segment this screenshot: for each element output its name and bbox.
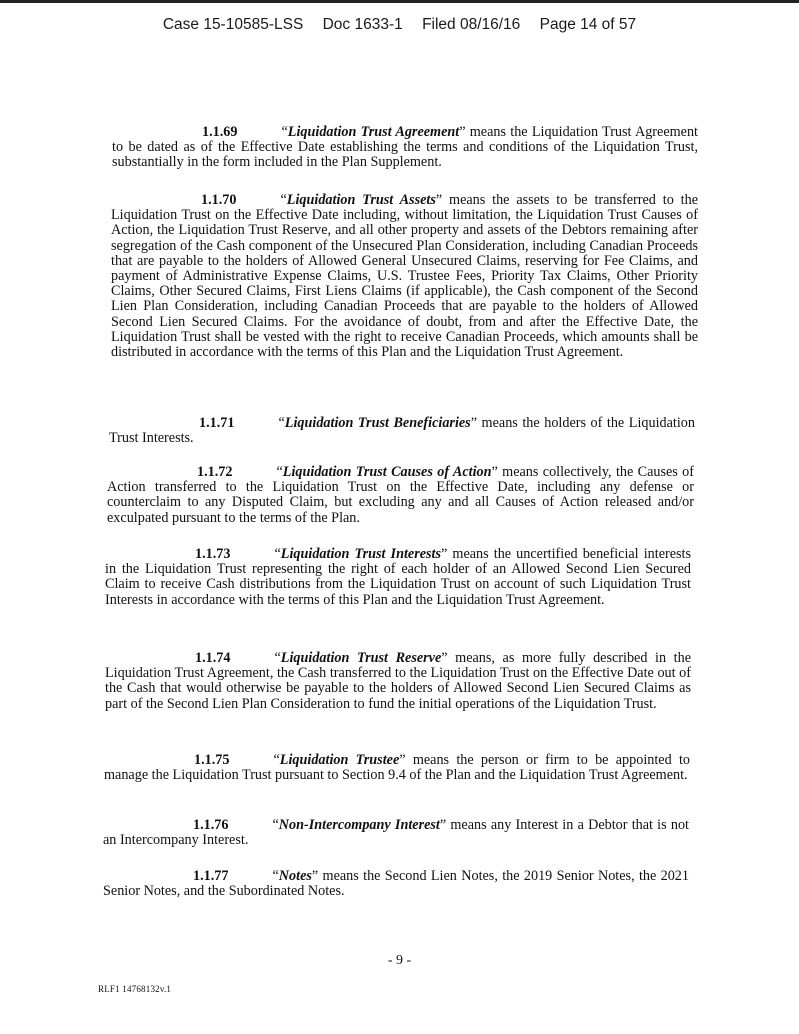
- definition-number: 1.1.76: [193, 817, 229, 833]
- definition-number: 1.1.69: [202, 124, 238, 140]
- definition-number: 1.1.75: [194, 752, 230, 768]
- definition-number: 1.1.71: [199, 415, 235, 431]
- definition-text: means collectively, the Causes of Action transferred to the Liquidation Trust on the Effective Date, including any defense or counterclaim to any Disputed Claim, but excluding any and all Causes of Action released and/or exculpated pursuant to the terms of the Plan.: [107, 464, 694, 526]
- defined-term: Liquidation Trust Beneficiaries: [284, 415, 471, 431]
- definition-text: means any Interest in a Debtor that is not an Intercompany Interest.: [103, 817, 689, 849]
- definition-1-1-76: 1.1.76 “Non-Intercompany Interest” means any Interest in a Debtor that is not an Intercompany Interest.: [103, 817, 689, 849]
- definition-1-1-74: 1.1.74 “Liquidation Trust Reserve” means, as more fully described in the Liquidation Trust Agreement, the Cash transferred to the Liquidation Trust on the Effective Date out of the Cash that would otherwise be payable to the holders of Allowed Second Lien Secured Claims as part of the Second Lien Plan Consideration to fund the initial operations of the Liquidation Trust.: [105, 650, 691, 712]
- defined-term: Liquidation Trust Agreement: [287, 124, 460, 140]
- definition-text: means the holders of the Liquidation Trust Interests.: [109, 415, 695, 447]
- definition-number: 1.1.70: [201, 192, 237, 208]
- definition-1-1-75: 1.1.75 “Liquidation Trustee” means the person or firm to be appointed to manage the Liquidation Trust pursuant to Section 9.4 of the Plan and the Liquidation Trust Agreement.: [104, 752, 690, 784]
- defined-term: Liquidation Trust Causes of Action: [282, 464, 492, 480]
- definition-1-1-72: 1.1.72 “Liquidation Trust Causes of Action” means collectively, the Causes of Action transferred to the Liquidation Trust on the Effective Date, including any defense or counterclaim to any Disputed Claim, but excluding any and all Causes of Action released and/or exculpated pursuant to the terms of the Plan.: [107, 464, 694, 526]
- page-number: - 9 -: [387, 953, 412, 968]
- definition-number: 1.1.72: [197, 464, 233, 480]
- definition-1-1-69: 1.1.69 “Liquidation Trust Agreement” means the Liquidation Trust Agreement to be dated as of the Effective Date establishing the terms and conditions of the Liquidation Trust, substantially in the form included in the Plan Supplement.: [112, 124, 698, 171]
- definition-text: means the Liquidation Trust Agreement to be dated as of the Effective Date establishing the terms and conditions of the Liquidation Trust, substantially in the form included in the Plan Supplement.: [112, 124, 698, 171]
- case-header: [0, 16, 799, 34]
- defined-term: Liquidation Trust Reserve: [280, 650, 442, 666]
- definition-1-1-71: 1.1.71 “Liquidation Trust Beneficiaries” means the holders of the Liquidation Trust Interests.: [109, 415, 695, 447]
- definition-1-1-70: 1.1.70 “Liquidation Trust Assets” means the assets to be transferred to the Liquidation Trust on the Effective Date including, without limitation, the Liquidation Trust Causes of Action, the Liquidation Trust Reserve, and all other property and assets of the Debtors remaining after segregation of the Cash component of the Unsecured Plan Consideration, including Canadian Proceeds that are payable to the holders of Allowed General Unsecured Claims, reserving for Fee Claims, and payment of Administrative Expense Claims, U.S. Trustee Fees, Priority Tax Claims, Other Priority Claims, Other Secured Claims, First Liens Claims (if applicable), the Cash component of the Second Lien Plan Consideration, including Canadian Proceeds that are payable to the holders of Allowed Second Lien Secured Claims. For the avoidance of doubt, from and after the Effective Date, the Liquidation Trust shall be vested with the right to receive Canadian Proceeds, which amounts shall be distributed in accordance with the terms of this Plan and the Liquidation Trust Agreement.: [111, 192, 698, 361]
- document-id: RLF1 14768132v.1: [98, 984, 172, 994]
- definition-text: means the Second Lien Notes, the 2019 Senior Notes, the 2021 Senior Notes, and the Subordinated Notes.: [103, 868, 689, 900]
- case-number: Case 15-10585-LSS: [162, 16, 304, 33]
- definition-text: means, as more fully described in the Liquidation Trust Agreement, the Cash transferred to the Liquidation Trust on the Effective Date out of the Cash that would otherwise be payable to the holders of Allowed Second Lien Secured Claims as part of the Second Lien Plan Consideration to fund the initial operations of the Liquidation Trust.: [105, 650, 691, 712]
- top-edge-line: [0, 0, 799, 3]
- doc-number: Doc 1633-1: [322, 16, 403, 33]
- defined-term: Notes: [278, 868, 312, 884]
- definition-number: 1.1.73: [195, 546, 231, 562]
- definition-number: 1.1.77: [193, 868, 229, 884]
- defined-term: Non-Intercompany Interest: [278, 817, 440, 833]
- defined-term: Liquidation Trust Interests: [280, 546, 442, 562]
- definition-1-1-73: 1.1.73 “Liquidation Trust Interests” means the uncertified beneficial interests in the Liquidation Trust representing the right of each holder of an Allowed Second Lien Secured Claim to receive Cash distributions from the Liquidation Trust on account of such Liquidation Trust Interests in accordance with the terms of this Plan and the Liquidation Trust Agreement.: [105, 546, 691, 608]
- definition-1-1-77: 1.1.77 “Notes” means the Second Lien Notes, the 2019 Senior Notes, the 2021 Senior Notes, and the Subordinated Notes.: [103, 868, 689, 900]
- defined-term: Liquidation Trust Assets: [286, 192, 436, 208]
- filed-date: Filed 08/16/16: [422, 16, 521, 33]
- definition-text: means the person or firm to be appointed to manage the Liquidation Trust pursuant to Section 9.4 of the Plan and the Liquidation Trust Agreement.: [104, 752, 690, 784]
- page-of-total: Page 14 of 57: [539, 16, 637, 33]
- definition-text: means the uncertified beneficial interests in the Liquidation Trust representing the right of each holder of an Allowed Second Lien Secured Claim to receive Cash distributions from the Liquidation Trust on account of such Liquidation Trust Interests in accordance with the terms of this Plan and the Liquidation Trust Agreement.: [105, 546, 691, 608]
- defined-term: Liquidation Trustee: [279, 752, 400, 768]
- definition-text: means the assets to be transferred to the Liquidation Trust on the Effective Date including, without limitation, the Liquidation Trust Causes of Action, the Liquidation Trust Reserve, and all other property and assets of the Debtors remaining after segregation of the Cash component of the Unsecured Plan Consideration, including Canadian Proceeds that are payable to the holders of Allowed General Unsecured Claims, reserving for Fee Claims, and payment of Administrative Expense Claims, U.S. Trustee Fees, Priority Tax Claims, Other Priority Claims, Other Secured Claims, First Liens Claims (if applicable), the Cash component of the Second Lien Plan Consideration, including Canadian Proceeds that are payable to the holders of Allowed Second Lien Secured Claims. For the avoidance of doubt, from and after the Effective Date, the Liquidation Trust shall be vested with the right to receive Canadian Proceeds, which amounts shall be distributed in accordance with the terms of this Plan and the Liquidation Trust Agreement.: [111, 192, 698, 361]
- definition-number: 1.1.74: [195, 650, 231, 666]
